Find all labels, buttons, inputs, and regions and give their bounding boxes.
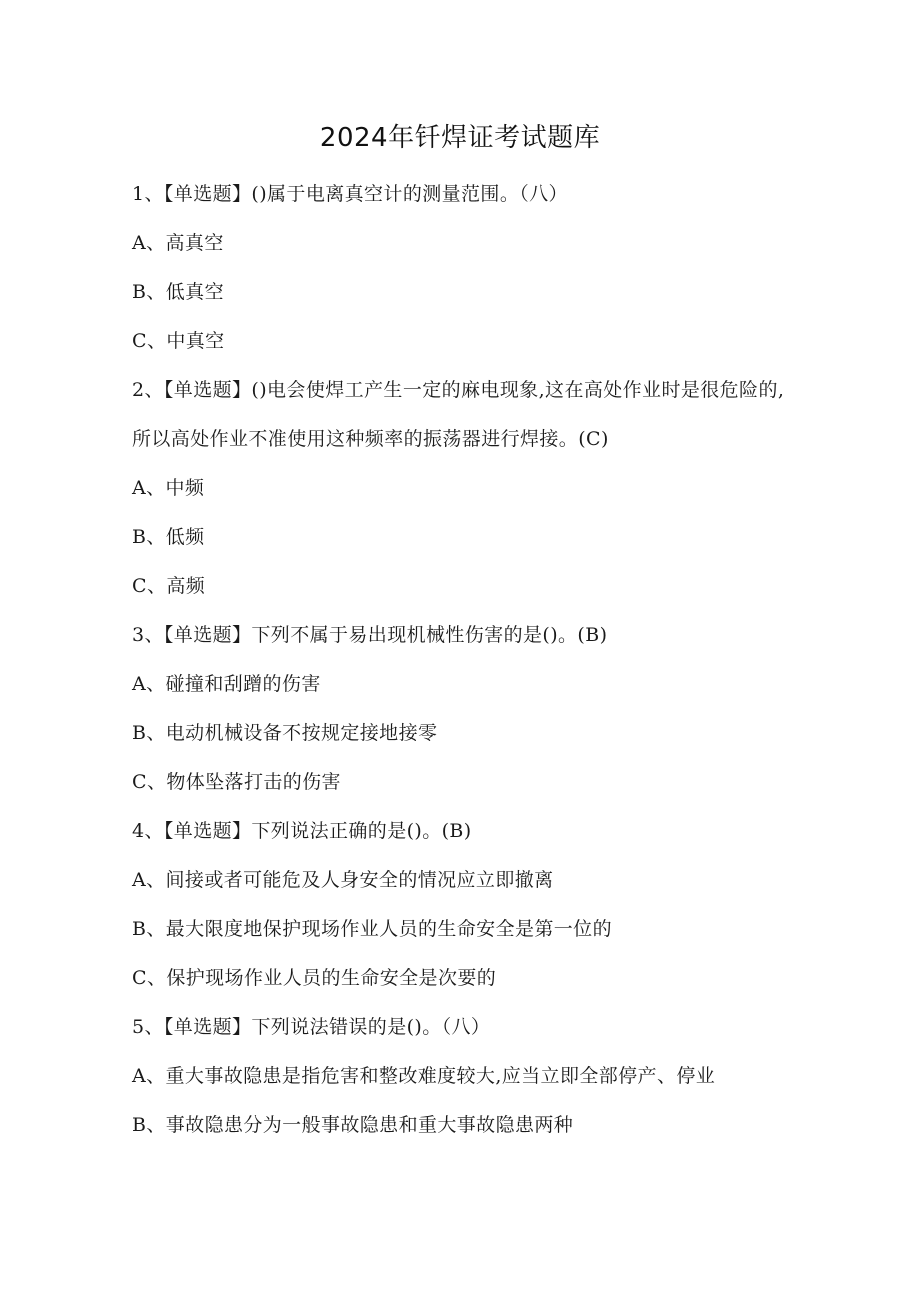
option-b: B、低真空: [132, 281, 224, 303]
question-4: [132, 807, 792, 1003]
option-b: B、事故隐患分为一般事故隐患和重大事故隐患两种: [132, 1114, 574, 1136]
question-list: [132, 170, 792, 1150]
option-a: A、高真空: [132, 232, 224, 254]
question-3: [132, 611, 792, 807]
option-b: B、低频: [132, 526, 205, 548]
option-a: A、间接或者可能危及人身安全的情况应立即撤离: [132, 869, 554, 891]
option-a: A、碰撞和刮蹭的伤害: [132, 673, 321, 695]
document-title: 2024年钎焊证考试题库: [319, 123, 601, 153]
question-stem: 1、【单选题】()属于电离真空计的测量范围。（八）: [132, 183, 568, 205]
option-b: B、电动机械设备不按规定接地接零: [132, 722, 438, 744]
question-2: [132, 366, 792, 611]
option-c: C、高频: [132, 575, 206, 597]
option-c: C、保护现场作业人员的生命安全是次要的: [132, 967, 497, 989]
option-a: A、中频: [132, 477, 205, 499]
option-b: B、最大限度地保护现场作业人员的生命安全是第一位的: [132, 918, 612, 940]
option-a: A、重大事故隐患是指危害和整改难度较大,应当立即全部停产、停业: [132, 1065, 716, 1087]
option-c: C、中真空: [132, 330, 225, 352]
question-5: [132, 1003, 792, 1150]
question-stem: 2、【单选题】()电会使焊工产生一定的麻电现象,这在高处作业时是很危险的,所以高处作业不准使用这种频率的振荡器进行焊接。(C): [132, 379, 785, 450]
question-stem: 3、【单选题】下列不属于易出现机械性伤害的是()。(B): [132, 624, 608, 646]
question-stem: 5、【单选题】下列说法错误的是()。（八）: [132, 1016, 491, 1038]
question-1: [132, 170, 792, 366]
option-c: C、物体坠落打击的伤害: [132, 771, 341, 793]
question-stem: 4、【单选题】下列说法正确的是()。(B): [132, 820, 472, 842]
